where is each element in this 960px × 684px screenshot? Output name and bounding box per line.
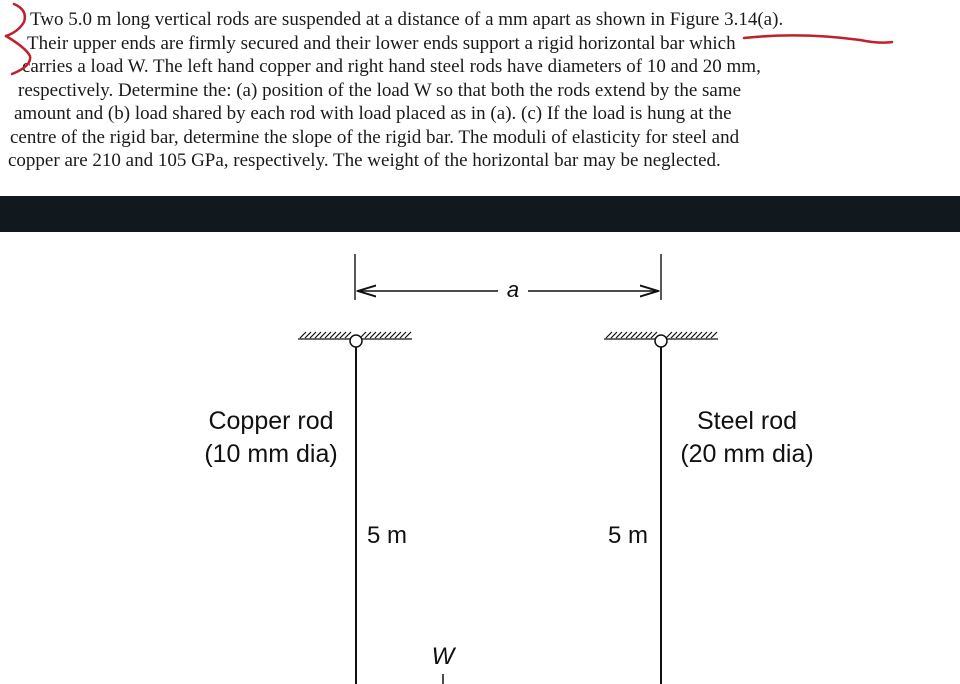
problem-line-7: copper are 210 and 105 GPa, respectively. The weight of the horizontal bar may be neglected. bbox=[8, 150, 721, 171]
left-pin-joint bbox=[350, 335, 362, 347]
problem-line-1: Two 5.0 m long vertical rods are suspended at a distance of a mm apart as shown in Figure 3.14(a). bbox=[30, 9, 784, 30]
problem-line-2: Their upper ends are firmly secured and their lower ends support a rigid horizontal bar which bbox=[27, 32, 736, 54]
problem-line-6: centre of the rigid bar, determine the slope of the rigid bar. The moduli of elasticity for steel and bbox=[10, 126, 740, 148]
rods-figure bbox=[0, 232, 960, 684]
steel-rod-label: Steel rod bbox=[696, 407, 798, 435]
steel-rod-length: 5 m bbox=[607, 522, 649, 549]
copper-rod-length: 5 m bbox=[366, 522, 408, 549]
problem-line-3: carries a load W. The left hand copper and right hand steel rods have diameters of 10 and 20 mm, bbox=[22, 56, 761, 77]
spacing-label: a bbox=[506, 277, 520, 302]
problem-line-4: respectively. Determine the: (a) position of the load W so that both the rods extend by the same bbox=[18, 79, 742, 101]
copper-rod-diameter: (10 mm dia) bbox=[204, 440, 338, 468]
right-pin-joint bbox=[655, 335, 667, 347]
problem-statement bbox=[8, 8, 898, 173]
divider-band bbox=[0, 196, 960, 232]
copper-rod-label: Copper rod bbox=[208, 407, 334, 435]
load-label: W bbox=[431, 643, 455, 670]
steel-rod-diameter: (20 mm dia) bbox=[680, 440, 814, 468]
problem-line-5: amount and (b) load shared by each rod with load placed as in (a). (c) If the load is hung at the bbox=[14, 103, 732, 124]
